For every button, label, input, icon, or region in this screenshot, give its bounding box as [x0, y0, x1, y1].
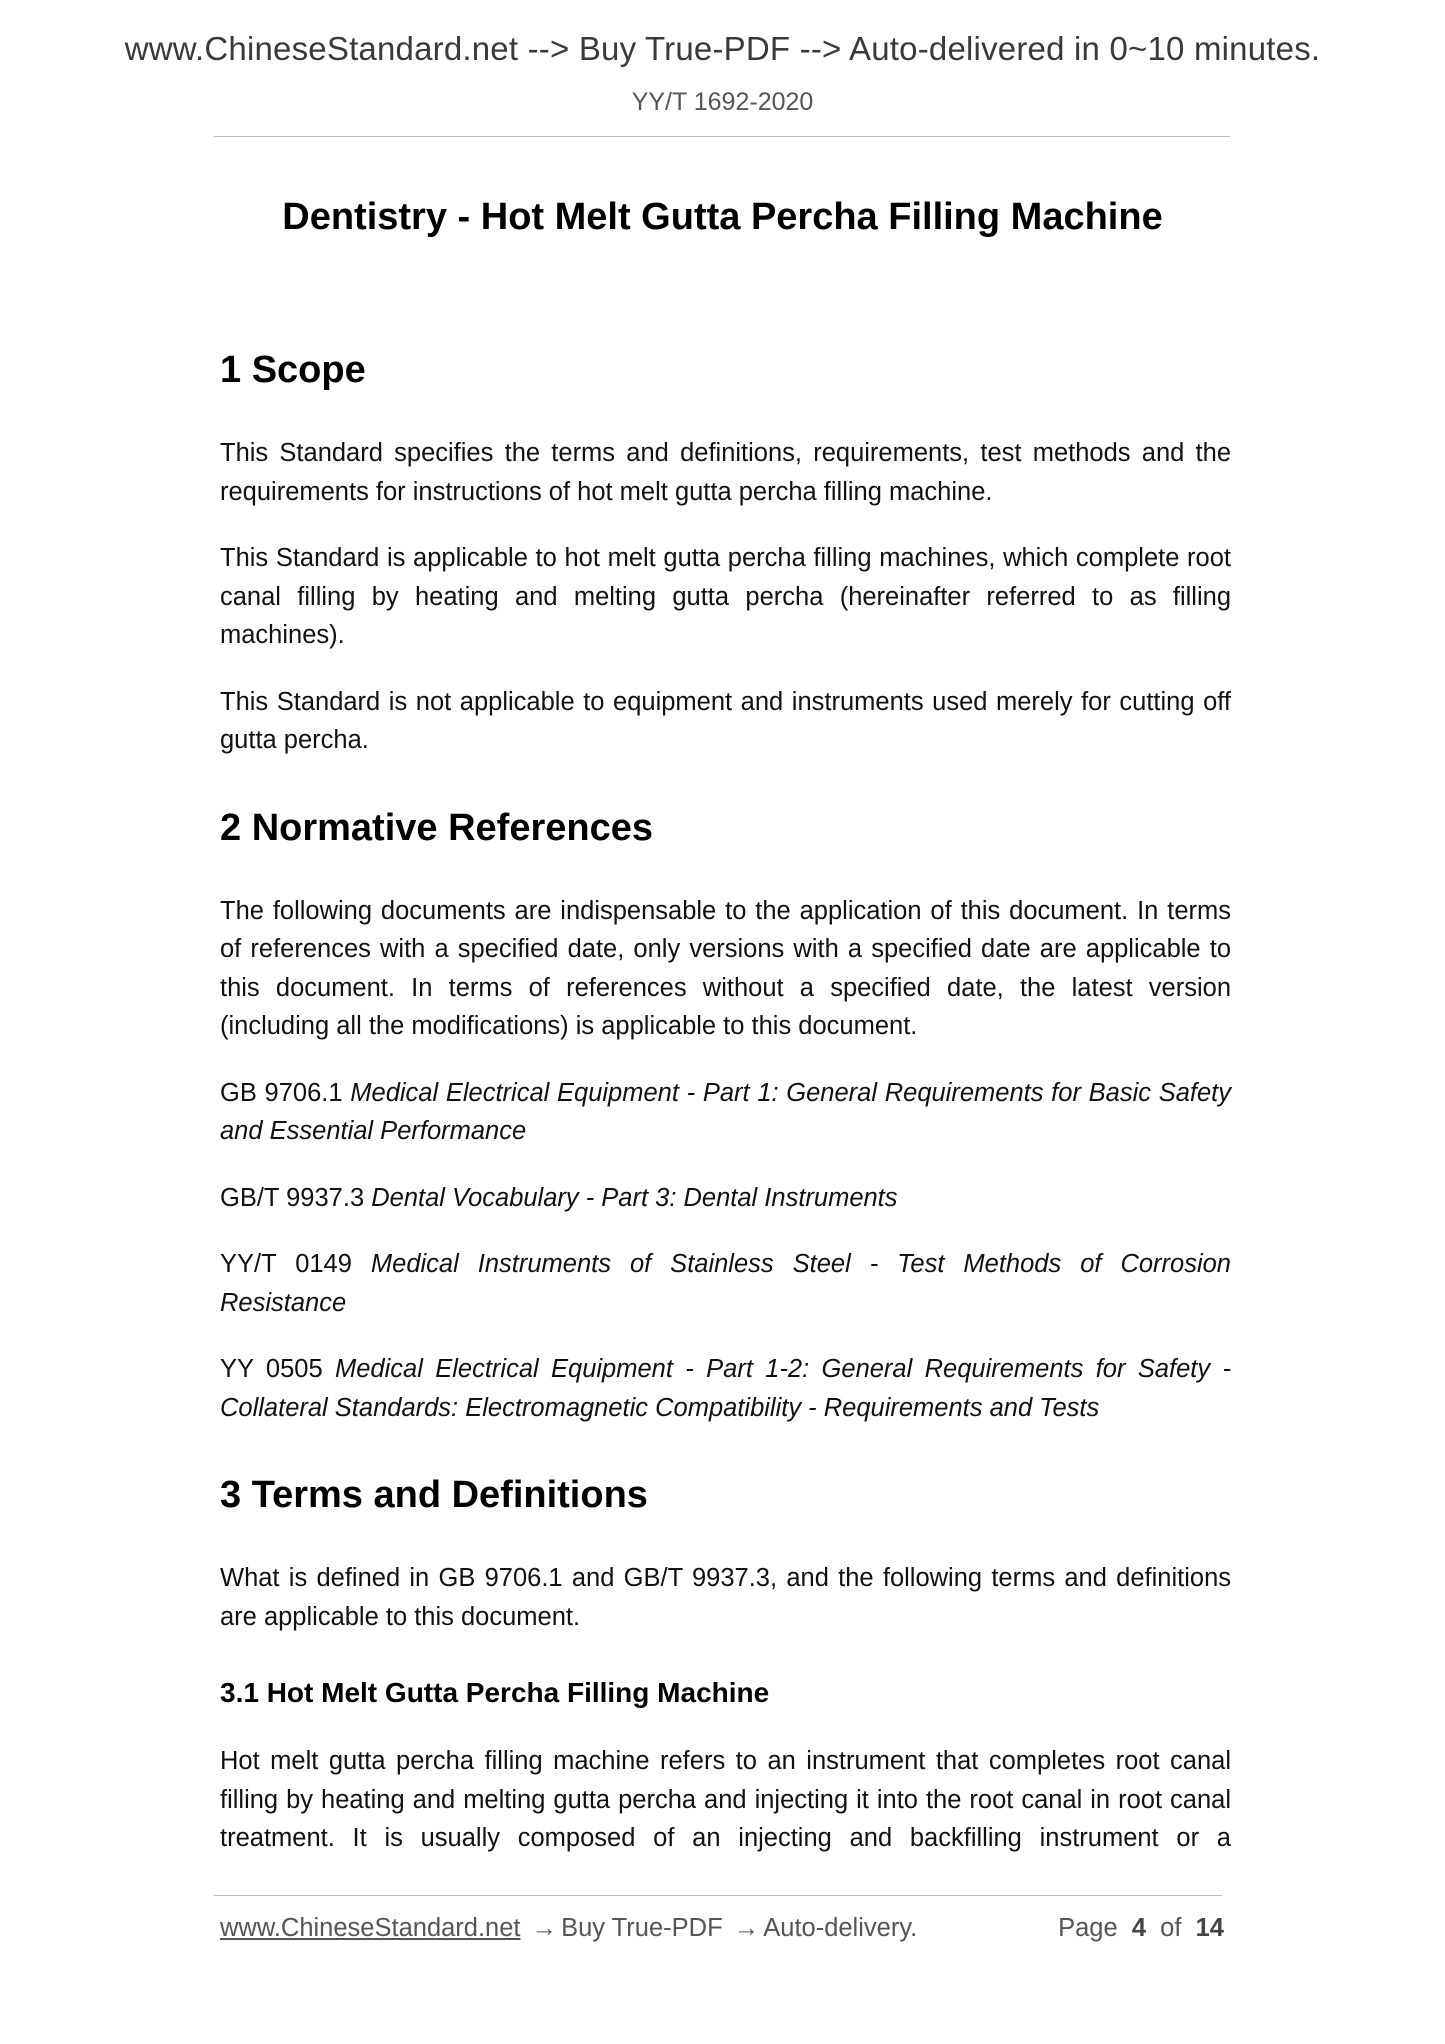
reference-title: Medical Electrical Equipment - Part 1: General Requirements for Basic Safety and Essential Performance [220, 1078, 1232, 1145]
footer-buy-text: Buy True-PDF [561, 1914, 723, 1942]
arrow-right-icon: → [733, 1914, 760, 1942]
page-of-label: of [1160, 1914, 1182, 1942]
page-total: 14 [1195, 1914, 1224, 1942]
footer-delivery-text: Auto-delivery. [763, 1914, 918, 1942]
header-divider [214, 136, 1230, 137]
section-heading-scope: 1 Scope [220, 349, 366, 391]
terms-intro: What is defined in GB 9706.1 and GB/T 9937.3, and the following terms and definitions are applicable to this document. [220, 1564, 1231, 1631]
footer-site-link[interactable]: www.ChineseStandard.net [220, 1914, 521, 1942]
page-current: 4 [1131, 1914, 1146, 1942]
reference-code: YY/T 0149 [220, 1250, 352, 1278]
reference-title: Medical Electrical Equipment - Part 1-2: General Requirements for Safety - Collateral Standards: Electromagnetic Compatibility - Requirements and Tests [220, 1355, 1231, 1422]
document-body [220, 348, 1231, 1858]
reference-item [220, 1245, 1231, 1322]
page-label: Page [1058, 1914, 1118, 1942]
page-indicator [1058, 1914, 1224, 1943]
normative-intro: The following documents are indispensable to the application of this document. In terms of references with a specified date, only versions with a specified date are applicable to this document. In terms of references without a specified date, the latest version (including all the modifications) is applicable to this document. [220, 896, 1231, 1040]
reference-item [220, 1179, 1231, 1218]
document-title: Dentistry - Hot Melt Gutta Percha Filling Machine [282, 196, 1163, 238]
page-footer [220, 1914, 1224, 1943]
section-heading-terms-and-definitions: 3 Terms and Definitions [220, 1474, 648, 1516]
reference-item [220, 1350, 1231, 1427]
footer-divider [214, 1895, 1222, 1896]
reference-code: YY 0505 [220, 1355, 323, 1383]
scope-paragraph-2: This Standard is applicable to hot melt gutta percha filling machines, which complete root canal filling by heating and melting gutta percha (hereinafter referred to as filling machines). [220, 544, 1231, 649]
reference-title: Dental Vocabulary - Part 3: Dental Instruments [371, 1183, 898, 1212]
subsection-heading-3-1: 3.1 Hot Melt Gutta Percha Filling Machine [220, 1677, 770, 1708]
arrow-right-icon: → [531, 1914, 558, 1942]
reference-title: Medical Instruments of Stainless Steel - Test Methods of Corrosion Resistance [220, 1250, 1231, 1317]
site-banner: www.ChineseStandard.net --> Buy True-PDF --> Auto-delivered in 0~10 minutes. [124, 30, 1321, 67]
definition-paragraph: Hot melt gutta percha filling machine refers to an instrument that completes root canal filling by heating and melting gutta percha and injecting it into the root canal in root canal treatment. It is usually composed of an injecting and backfilling instrument or a [220, 1747, 1231, 1852]
reference-code: GB 9706.1 [220, 1078, 343, 1107]
scope-paragraph-3: This Standard is not applicable to equipment and instruments used merely for cutting off gutta percha. [220, 687, 1231, 754]
reference-code: GB/T 9937.3 [220, 1183, 365, 1212]
scope-paragraph-1: This Standard specifies the terms and definitions, requirements, test methods and the requirements for instructions of hot melt gutta percha filling machine. [220, 439, 1231, 506]
section-heading-normative-references: 2 Normative References [220, 806, 653, 849]
reference-item [220, 1074, 1231, 1151]
standard-code: YY/T 1692-2020 [631, 88, 814, 116]
